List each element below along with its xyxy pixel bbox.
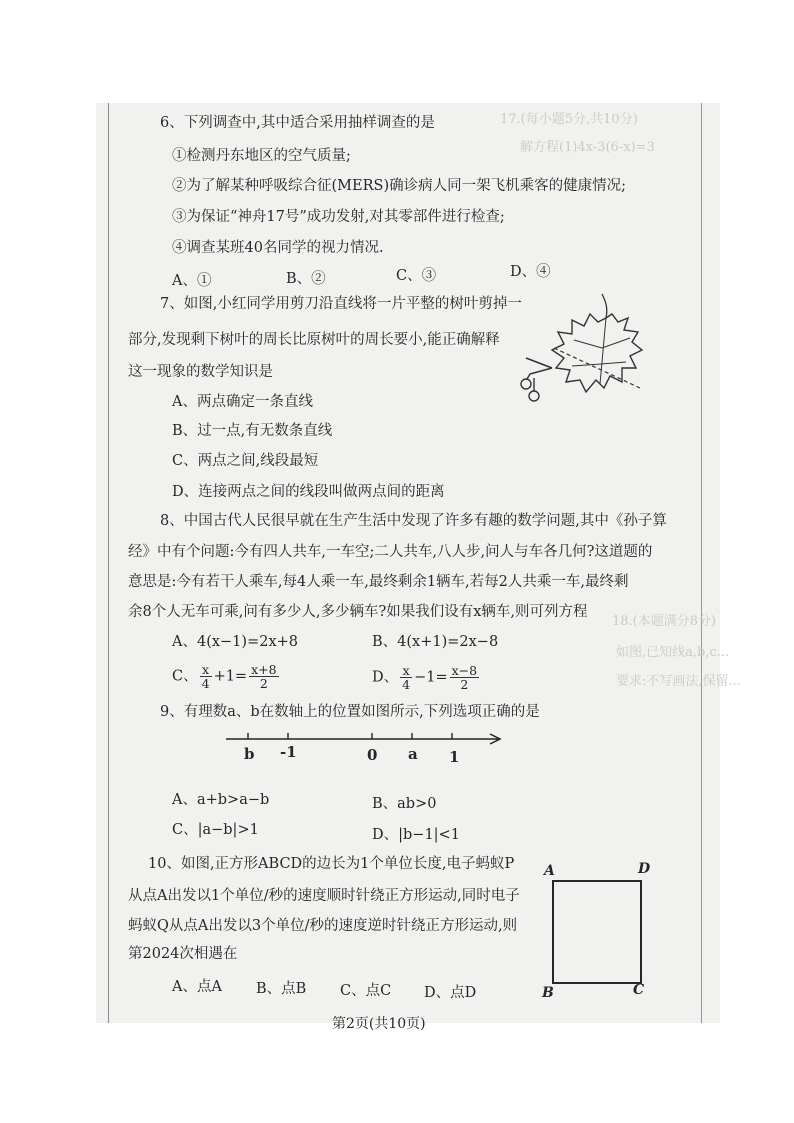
q10-stem-line-4: 第2024次相遇在 [128,946,238,962]
q10-option-d: D、点D [424,985,477,1001]
numerator: x−8 [451,663,478,678]
exam-page [96,103,741,1032]
denominator: 2 [460,677,469,693]
vertex-label-a: A [544,863,555,879]
q10-option-c: C、点C [340,983,392,999]
operator: +1= [213,668,248,685]
vertex-label-b: B [542,985,554,1001]
q6-option-a: A、① [172,273,212,289]
q7-option-b: B、过一点,有无数条直线 [172,423,333,439]
q10-stem-line-2: 从点A出发以1个单位/秒的速度顺时针绕正方形运动,同时电子 [128,888,520,904]
fraction [200,663,212,690]
q10-option-b: B、点B [256,981,307,997]
q7-stem-line-1: 7、如图,小红同学用剪刀沿直线将一片平整的树叶剪掉一 [160,296,522,312]
q8-option-d-label: D、 [372,669,399,686]
number-line [226,729,506,759]
page-footer: 第2页(共10页) [332,1016,426,1032]
ghost-text-4: 如图,已知线a,b,c... [616,645,730,660]
numberline-label-zero: 0 [367,746,378,764]
ghost-text-1: 17.(每小题5分,共10分) [500,112,638,127]
q10-stem-line-1: 10、如图,正方形ABCD的边长为1个单位长度,电子蚂蚁P [148,856,515,872]
q9-stem: 9、有理数a、b在数轴上的位置如图所示,下列选项正确的是 [160,704,540,720]
q8-option-a: A、4(x−1)=2x+8 [172,634,298,650]
square-abcd [552,880,642,984]
q8-option-c [172,663,281,690]
q8-option-c-label: C、 [172,668,198,685]
q7-option-a: A、两点确定一条直线 [172,394,313,410]
vertex-label-d: D [638,861,651,877]
q6-stem: 6、下列调查中,其中适合采用抽样调查的是 [160,115,435,131]
ghost-text-5: 要求:不写画法,保留... [616,674,741,689]
denominator: 4 [201,676,210,692]
q9-option-a: A、a+b>a−b [172,792,270,808]
fraction [249,663,278,690]
numberline-label-b: b [244,745,255,763]
ghost-text-2: 解方程(1)4x-3(6-x)=3 [520,140,655,155]
numberline-label-one: 1 [449,748,460,766]
q6-item-1: ①检测丹东地区的空气质量; [172,148,351,164]
denominator: 4 [402,677,411,693]
operator: −1= [414,669,448,686]
q8-option-d [372,664,481,691]
q6-option-d: D、④ [510,264,551,280]
q7-stem-line-2: 部分,发现剩下树叶的周长比原树叶的周长要小,能正确解释 [128,332,500,348]
numerator: x [200,663,212,677]
numerator: x+8 [251,662,277,677]
q8-stem-line-3: 意思是:今有若干人乘车,每4人乘一车,最终剩余1辆车,若每2人共乘一车,最终剩 [128,574,629,590]
numberline-label-minus-one: -1 [280,743,297,761]
q6-option-b: B、② [286,271,326,287]
q6-item-4: ④调查某班40名同学的视力情况. [172,240,384,256]
left-margin-line [108,103,109,1023]
vertex-label-c: C [633,982,645,998]
q10-stem-line-3: 蚂蚁Q从点A出发以3个单位/秒的速度逆时针绕正方形运动,则 [128,918,518,934]
q7-option-d: D、连接两点之间的线段叫做两点间的距离 [172,484,445,500]
q6-option-c: C、③ [396,268,437,284]
q8-stem-line-4: 余8个人无车可乘,问有多少人,多少辆车?如果我们设有x辆车,则可列方程 [128,604,588,620]
numerator: x [400,664,412,678]
q8-stem-line-1: 8、中国古代人民很早就在生产生活中发现了许多有趣的数学问题,其中《孙子算 [160,513,667,529]
right-border-line [701,103,702,1023]
leaf-scissors-figure [514,288,654,428]
q9-option-c: C、|a−b|>1 [172,822,259,838]
q7-option-c: C、两点之间,线段最短 [172,453,319,469]
q6-item-3: ③为保证“神舟17号”成功发射,对其零部件进行检查; [172,209,505,225]
numberline-label-a: a [408,745,418,763]
q6-item-2: ②为了解某种呼吸综合征(MERS)确诊病人同一架飞机乘客的健康情况; [172,178,626,194]
q7-stem-line-3: 这一现象的数学知识是 [128,364,273,380]
q9-option-d: D、|b−1|<1 [372,827,460,843]
q9-option-b: B、ab>0 [372,796,437,812]
q10-option-a: A、点A [172,979,222,995]
fraction [400,664,412,691]
q8-stem-line-2: 经》中有个问题:今有四人共车,一车空;二人共车,八人步,问人与车各几何?这道题的 [128,544,653,560]
denominator: 2 [259,676,268,692]
q8-option-b: B、4(x+1)=2x−8 [372,634,499,650]
fraction [450,664,479,691]
ghost-text-3: 18.(本题满分8分) [612,614,717,629]
